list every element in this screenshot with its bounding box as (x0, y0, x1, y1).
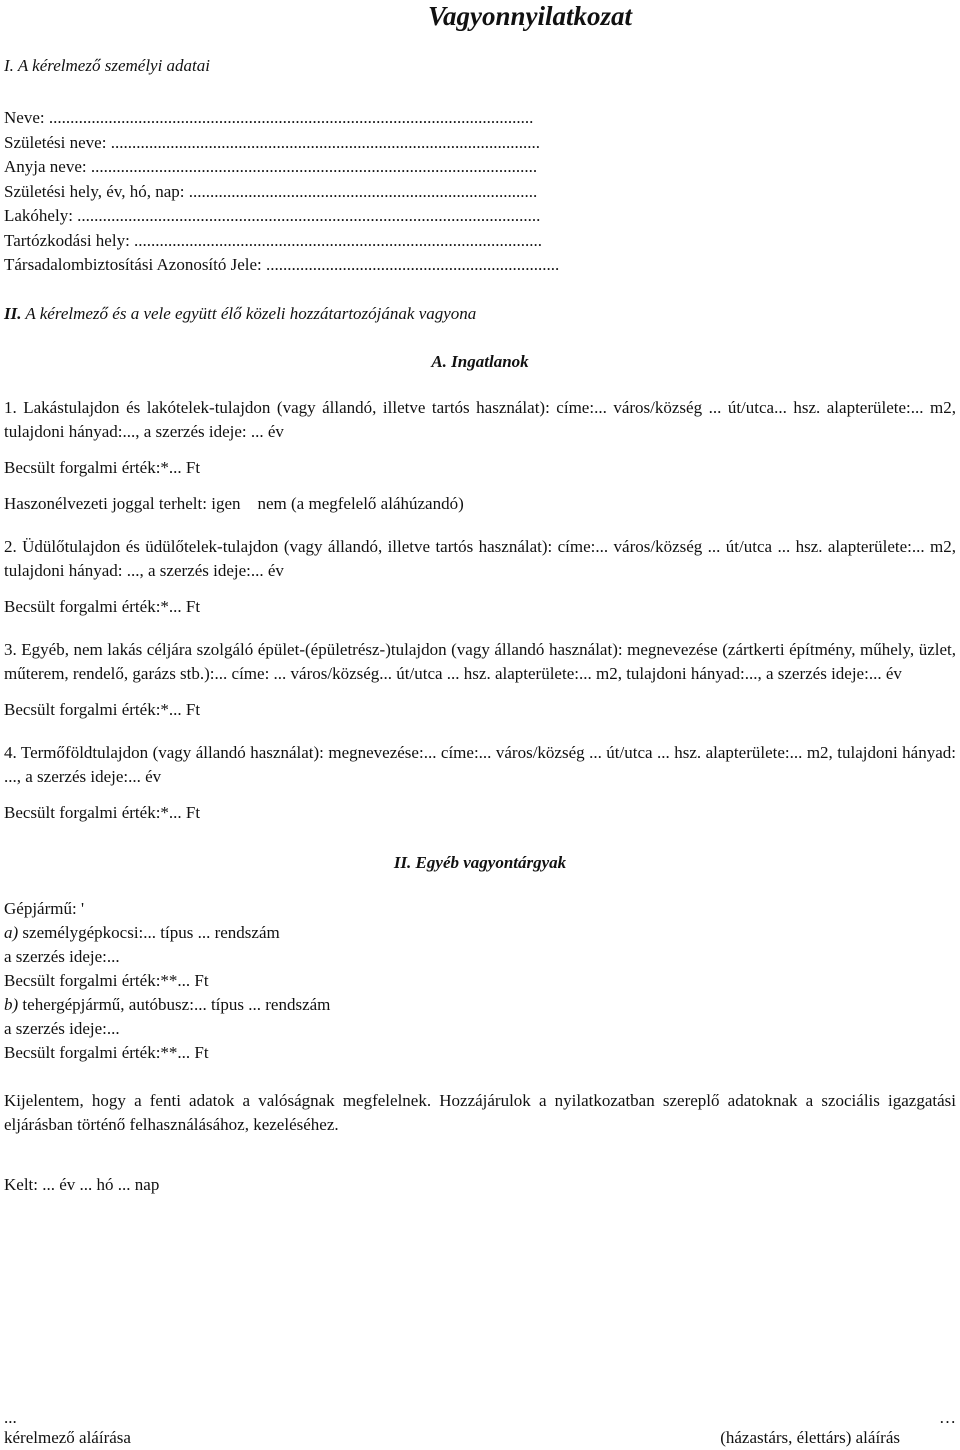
item1-value: Becsült forgalmi érték:*... Ft (4, 457, 201, 477)
item3-text: 3. Egyéb, nem lakás céljára szolgáló épület-(épületrész-)tulajdon (vagy állandó használat): megnevezése (zártkerti építmény, műhely, üzlet, műterem, rendelő, garázs stb.):... címe: ... város/község... út/utca ... hsz. alapterülete:... m2, tulajdoni hányad:..., a szerzés ideje:... év (4, 639, 956, 683)
item3-value: Becsült forgalmi érték:*... Ft (4, 699, 201, 719)
field-name: Neve: .................................................................................................................. (4, 108, 534, 127)
section-assets-number: II. (4, 303, 22, 323)
item1-usufruct: Haszonélvezeti joggal terhelt: igen nem (a megfelelő aláhúzandó) (4, 493, 464, 513)
realestate-subheading: A. Ingatlanok (431, 351, 529, 371)
item4-value: Becsült forgalmi érték:*... Ft (4, 802, 201, 822)
section-assets-heading (4, 302, 956, 326)
field-taj: Társadalombiztosítási Azonosító Jele: ..................................................................... (4, 255, 560, 274)
vehicle-b-text: tehergépjármű, autóbusz:... típus ... rendszám (18, 994, 331, 1014)
applicant-signature-label: kérelmező aláírása (4, 1428, 131, 1447)
personal-data-fields (4, 106, 956, 278)
section-assets-text: A kérelmező és a vele együtt élő közeli hozzátartozójának vagyona (21, 303, 477, 323)
vehicle-a-date: a szerzés ideje:... (4, 946, 120, 966)
vehicle-a-value: Becsült forgalmi érték:**... Ft (4, 970, 209, 990)
applicant-signature-line: ... (4, 1408, 17, 1427)
spouse-signature-line: … (939, 1408, 956, 1427)
document-title: Vagyonnyilatkozat (427, 1, 633, 31)
date-line: Kelt: ... év ... hó ... nap (4, 1174, 160, 1194)
vehicle-a-prefix: a) (4, 922, 19, 942)
vehicle-block (4, 897, 956, 1065)
item2-text: 2. Üdülőtulajdon és üdülőtelek-tulajdon (vagy állandó, illetve tartós használat): címe:... város/község ... út/utca ... hsz. alapterülete:... m2, tulajdoni hányad: ..., a szerzés ideje:... év (4, 536, 956, 580)
field-residence: Lakóhely: ............................................................................................................. (4, 206, 541, 225)
vehicle-a-text: személygépkocsi:... típus ... rendszám (18, 922, 280, 942)
item1-text: 1. Lakástulajdon és lakótelek-tulajdon (vagy állandó, illetve tartós használat): címe:... város/község ... út/utca... hsz. alapterülete:... m2, tulajdoni hányad:..., a szerzés ideje: ... év (4, 397, 956, 441)
other-assets-heading: II. Egyéb vagyontárgyak (393, 852, 567, 872)
field-stay-place: Tartózkodási hely: ................................................................................................ (4, 230, 543, 250)
vehicle-a-line (4, 921, 956, 945)
field-birth-place-date: Születési hely, év, hó, nap: .................................................................................. (4, 181, 538, 201)
vehicle-b-prefix: b) (4, 994, 19, 1014)
item4-text: 4. Termőföldtulajdon (vagy állandó használat): megnevezése:... címe:... város/község ... út/utca ... hsz. alapterülete:... m2, tulajdoni hányad: ..., a szerzés ideje:... év (4, 742, 956, 786)
document-page (4, 0, 956, 1197)
vehicle-b-date: a szerzés ideje:... (4, 1018, 120, 1038)
vehicle-b-value: Becsült forgalmi érték:**... Ft (4, 1042, 209, 1062)
vehicle-b-line (4, 993, 956, 1017)
section-personal-heading: I. A kérelmező személyi adatai (4, 56, 211, 75)
declaration-text: Kijelentem, hogy a fenti adatok a valóságnak megfelelnek. Hozzájárulok a nyilatkozatban szereplő adatoknak a szociális igazgatási eljárásban történő felhasználásához, kezeléséhez. (4, 1090, 956, 1134)
spouse-signature-label: (házastárs, élettárs) aláírás (720, 1428, 900, 1447)
item2-value: Becsült forgalmi érték:*... Ft (4, 596, 201, 616)
field-birth-name: Születési neve: ..................................................................................................... (4, 132, 540, 152)
field-mother-name: Anyja neve: ......................................................................................................... (4, 157, 538, 176)
vehicle-label: Gépjármű: ' (4, 898, 85, 918)
